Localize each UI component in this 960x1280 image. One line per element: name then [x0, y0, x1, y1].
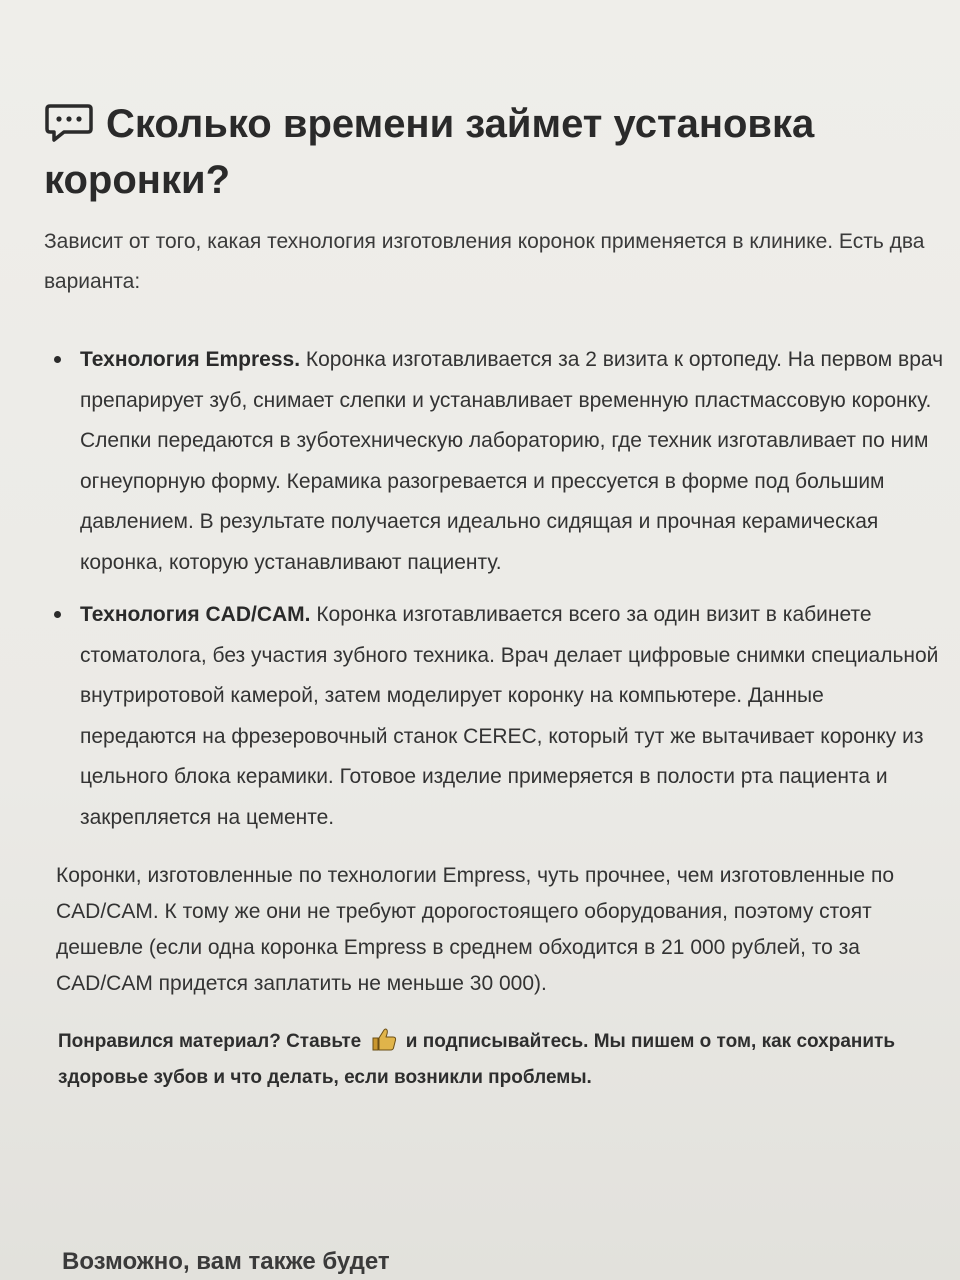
cta-text-before: Понравился материал? Ставьте	[58, 1031, 362, 1052]
article-intro: Зависит от того, какая технология изготовления коронок применяется в клинике. Есть два варианта:	[44, 230, 925, 293]
article-content	[44, 96, 944, 1096]
chat-bubble-icon	[44, 102, 94, 142]
bullet-icon	[54, 611, 61, 618]
thumbs-up-icon	[371, 1027, 397, 1051]
list-item	[44, 340, 944, 583]
bullet-icon	[54, 356, 61, 363]
article-title-text: Сколько времени займет установка коронки?	[44, 102, 815, 202]
list-item	[44, 595, 944, 838]
variant-text: Коронка изготавливается за 2 визита к ортопеду. На первом врач препарирует зуб, снимает слепки и устанавливает временную пластмассовую коронку. Слепки передаются в зуботехническую лабораторию, где техник изготавливает по ним огнеупорную форму. Керамика разогревается и прессуется в форме под большим давлением. В результате получается идеально сидящая и прочная керамическая коронка, которую устанавливают пациенту.	[80, 348, 944, 574]
related-heading: Возможно, вам также будет	[62, 1248, 390, 1275]
subscribe-callout	[58, 1024, 918, 1096]
cta-text-after: и подписывайтесь. Мы пишем о том, как сохранить здоровье зубов и что делать, если возникли проблемы.	[58, 1031, 896, 1088]
article-summary: Коронки, изготовленные по технологии Empress, чуть прочнее, чем изготовленные по CAD/CAM. К тому же они не требуют дорогостоящего оборудования, поэтому стоят дешевле (если одна коронка Empress в среднем обходится в 21 000 рублей, то за CAD/CAM придется заплатить не меньше 30 000).	[56, 864, 895, 995]
variant-text: Коронка изготавливается всего за один визит в кабинете стоматолога, без участия зубного техника. Врач делает цифровые снимки специальной внутриротовой камерой, затем моделирует коронку на компьютере. Данные передаются на фрезеровочный станок CEREC, который тут же вытачивает коронку из цельного блока керамики. Готовое изделие примеряется в полости рта пациента и закрепляется на цементе.	[80, 603, 939, 829]
variant-name: Технология CAD/CAM.	[80, 603, 311, 626]
variants-list	[44, 340, 944, 838]
article-title	[44, 96, 944, 208]
variant-name: Технология Empress.	[80, 348, 301, 371]
